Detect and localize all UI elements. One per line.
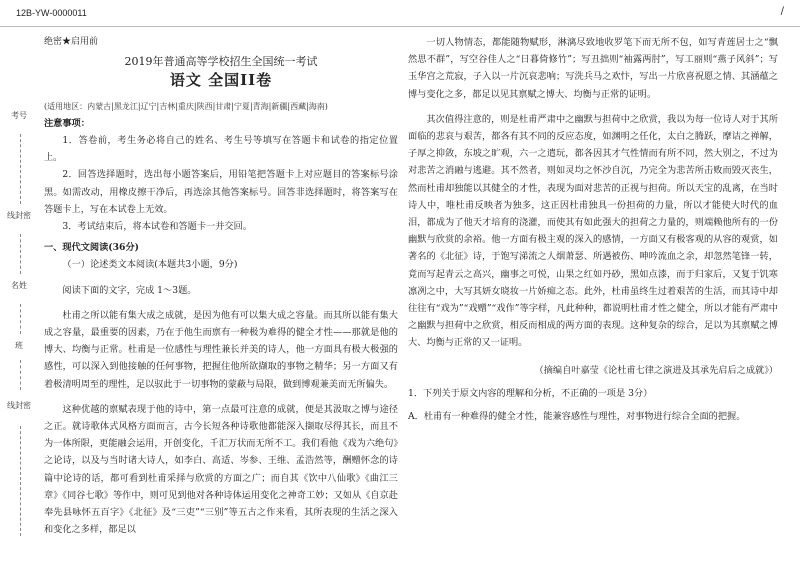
question-1-option-a: A．杜甫有一种难得的健全才性，能兼容感性与理性，对事物进行综合全面的把握。 [408,411,746,423]
note-item: 3．考试结束后，将本试卷和答题卡一并交回。 [62,221,252,233]
left-column [44,34,398,566]
article-paragraph: 这种优越的禀赋表现于他的诗中，第一点最可注意的成就，便是其汲取之博与途径之正。就诗歌体式风格方面而言，古今长短各种诗歌他都能深入撷取尽得其长，而且不为一体所限，更能融会运用，开创变化，千汇万状而无所不工。我们看他《戏为六绝句》之论诗，以及与当时诸大诗人，如李白、高适、岑参、王维、孟浩然等，酬赠怀念的诗篇中论诗的话，都可看到杜甫采择与欣赏的方面之广；而自其《饮中八仙歌》《曲江三章》《同谷七歌》等作中，则可见到他对各种诗体运用变化之神奇工妙；又如从《自京赴奉先县咏怀五百字》《北征》及“三吏”“三别”等五古之作来看，其所表现的生活之深入和变化之多样，都足以 [44,403,398,536]
margin-dashed-line [20,426,22,536]
section-heading: 一、现代文阅读(36分) [44,242,139,254]
page-header [0,0,800,27]
article-paragraph: 一切人物情态，都能随物赋形，淋漓尽致地收罗笔下而无所不包，如写青莲居士之“飘然思不群”，写空谷佳人之“日暮倚修竹”；写丑拙则“袖露两肘”，写工丽则“燕子风斜”；写玉华宫之荒寂，子入以一片沉哀悲响；写洗兵马之欢忭，写出一片欣喜祝愿之情、其涵蕴之博与变化之多，都足以见其禀赋之博大、均衡与正常的证明。 [408,37,778,100]
margin-dashed-line [20,234,22,274]
article-paragraph: 杜甫之所以能有集大成之成就，是因为他有可以集大成之容量。而其所以能有集大成之容量，最重要的因素，乃在于他生而禀有一种极为难得的健全才性——那就是他的博大、均衡与正常。杜甫是一位感性与理性兼长并美的诗人，他一方面具有极大极强的感性，可以深入到他接触的任何事物，把握住他所欲撷取的事物之精华；另一方面又有着极清明周至的理性，足以驭此于一切事物的蒙蔽与局限，做到博观兼美而无所偏失。 [44,309,398,390]
margin-label-seal-2: 线封密 [7,401,31,410]
applicable-regions: (适用地区：内蒙古|黑龙江|辽宁|吉林|重庆|陕西|甘肃|宁夏|青海|新疆|西藏|海南) [44,101,328,111]
confidential-mark: 绝密★启用前 [44,37,99,47]
margin-label-name: 名姓 [11,281,27,290]
margin-dashed-line [20,134,22,204]
reading-instruction: 阅读下面的文字，完成 1～3题。 [62,284,197,296]
exam-title: 2019年普通高等学校招生全国统一考试 [124,55,318,69]
notes-title: 注意事项： [44,117,90,129]
note-item: 1．答卷前，考生务必将自己的姓名、考生号等填写在答题卡和试卷的指定位置上。 [44,135,398,164]
margin-label-class: 班 [15,341,23,350]
question-1: 1．下列关于原文内容的理解和分析，不正确的一项是 3分） [408,387,653,399]
subsection-heading: （一）论述类文本阅读(本题共3小题，9分) [62,259,238,271]
margin-dashed-line [20,304,22,334]
margin-dashed-line [20,360,22,390]
header-slash: / [780,6,784,17]
exam-subtitle: 语文 全国II卷 [169,71,273,90]
article-paragraph: 其次值得注意的，则是杜甫严肃中之幽默与担荷中之欣赏，我以为每一位诗人对于其所面临的悲哀与艰苦，都各有其不同的反应态度，如渊明之任化，太白之腾跃，摩诘之禅解，子厚之抑敛，东坡之旷观，六一之遣玩，都各因其才气性情而有所不同，然大别之，不过为对悲苦之消融与逃避。其不然者，则如灵均之怀沙自沉，乃完全为悲苦所击败而毁灭丧生，然而杜甫却独能以其健全的才性，表现为面对悲苦的正视与担荷。所以天宝的乱离，在当时诗人中，唯杜甫反映者为独多，这正因杜甫独具一份担荷的力量，所以才能使大时代的血泪，都成为了他天才培育的浇灌，而使其有如此强大的担荷之力量的，则端赖他所有的一份幽默与欣赏的余裕。他一方面有极主观的深入的感情，一方面又有极客观的从容的观赏，如著名的《北征》诗，于饱写涕流之人烟萧瑟、所遇被伤、呻吟流血之余，却忽然笔锋一转，竟而写起青云之高兴，幽事之可悦，山果之红如丹砂，黑如点漆，而于归家后，又复于饥寒凛冽之中，大写其妍女晓妆一片娇痴之态。此外，杜甫虽终生过着艰苦的生活，而其诗中却往往有“戏为”“戏赠”“戏作”等字样，凡此种种，都说明杜甫才性之健全，所以才能有严肃中之幽默与担荷中之欣赏，相反而相成的两方面的表现。这种复杂的综合，足以为其禀赋之博大、均衡与正常的又一证明。 [408,113,778,349]
note-item: 2．回答选择题时，选出每小题答案后，用铅笔把答题卡上对应题目的答案标号涂黑。如需改动，用橡皮擦干净后，再选涂其他答案标号。回答非选择题时，将答案写在答题卡上，写在本试卷上无效。 [44,169,398,215]
article-source: （摘编自叶嘉莹《论杜甫七律之演进及其承先启后之成就》） [534,364,778,376]
margin-label-seal: 线封密 [7,211,31,220]
document-code: 12B-YW-0000011 [16,8,87,18]
right-column [408,34,778,566]
margin-label-exam-number: 考号 [11,111,27,120]
binding-margin [2,110,36,550]
